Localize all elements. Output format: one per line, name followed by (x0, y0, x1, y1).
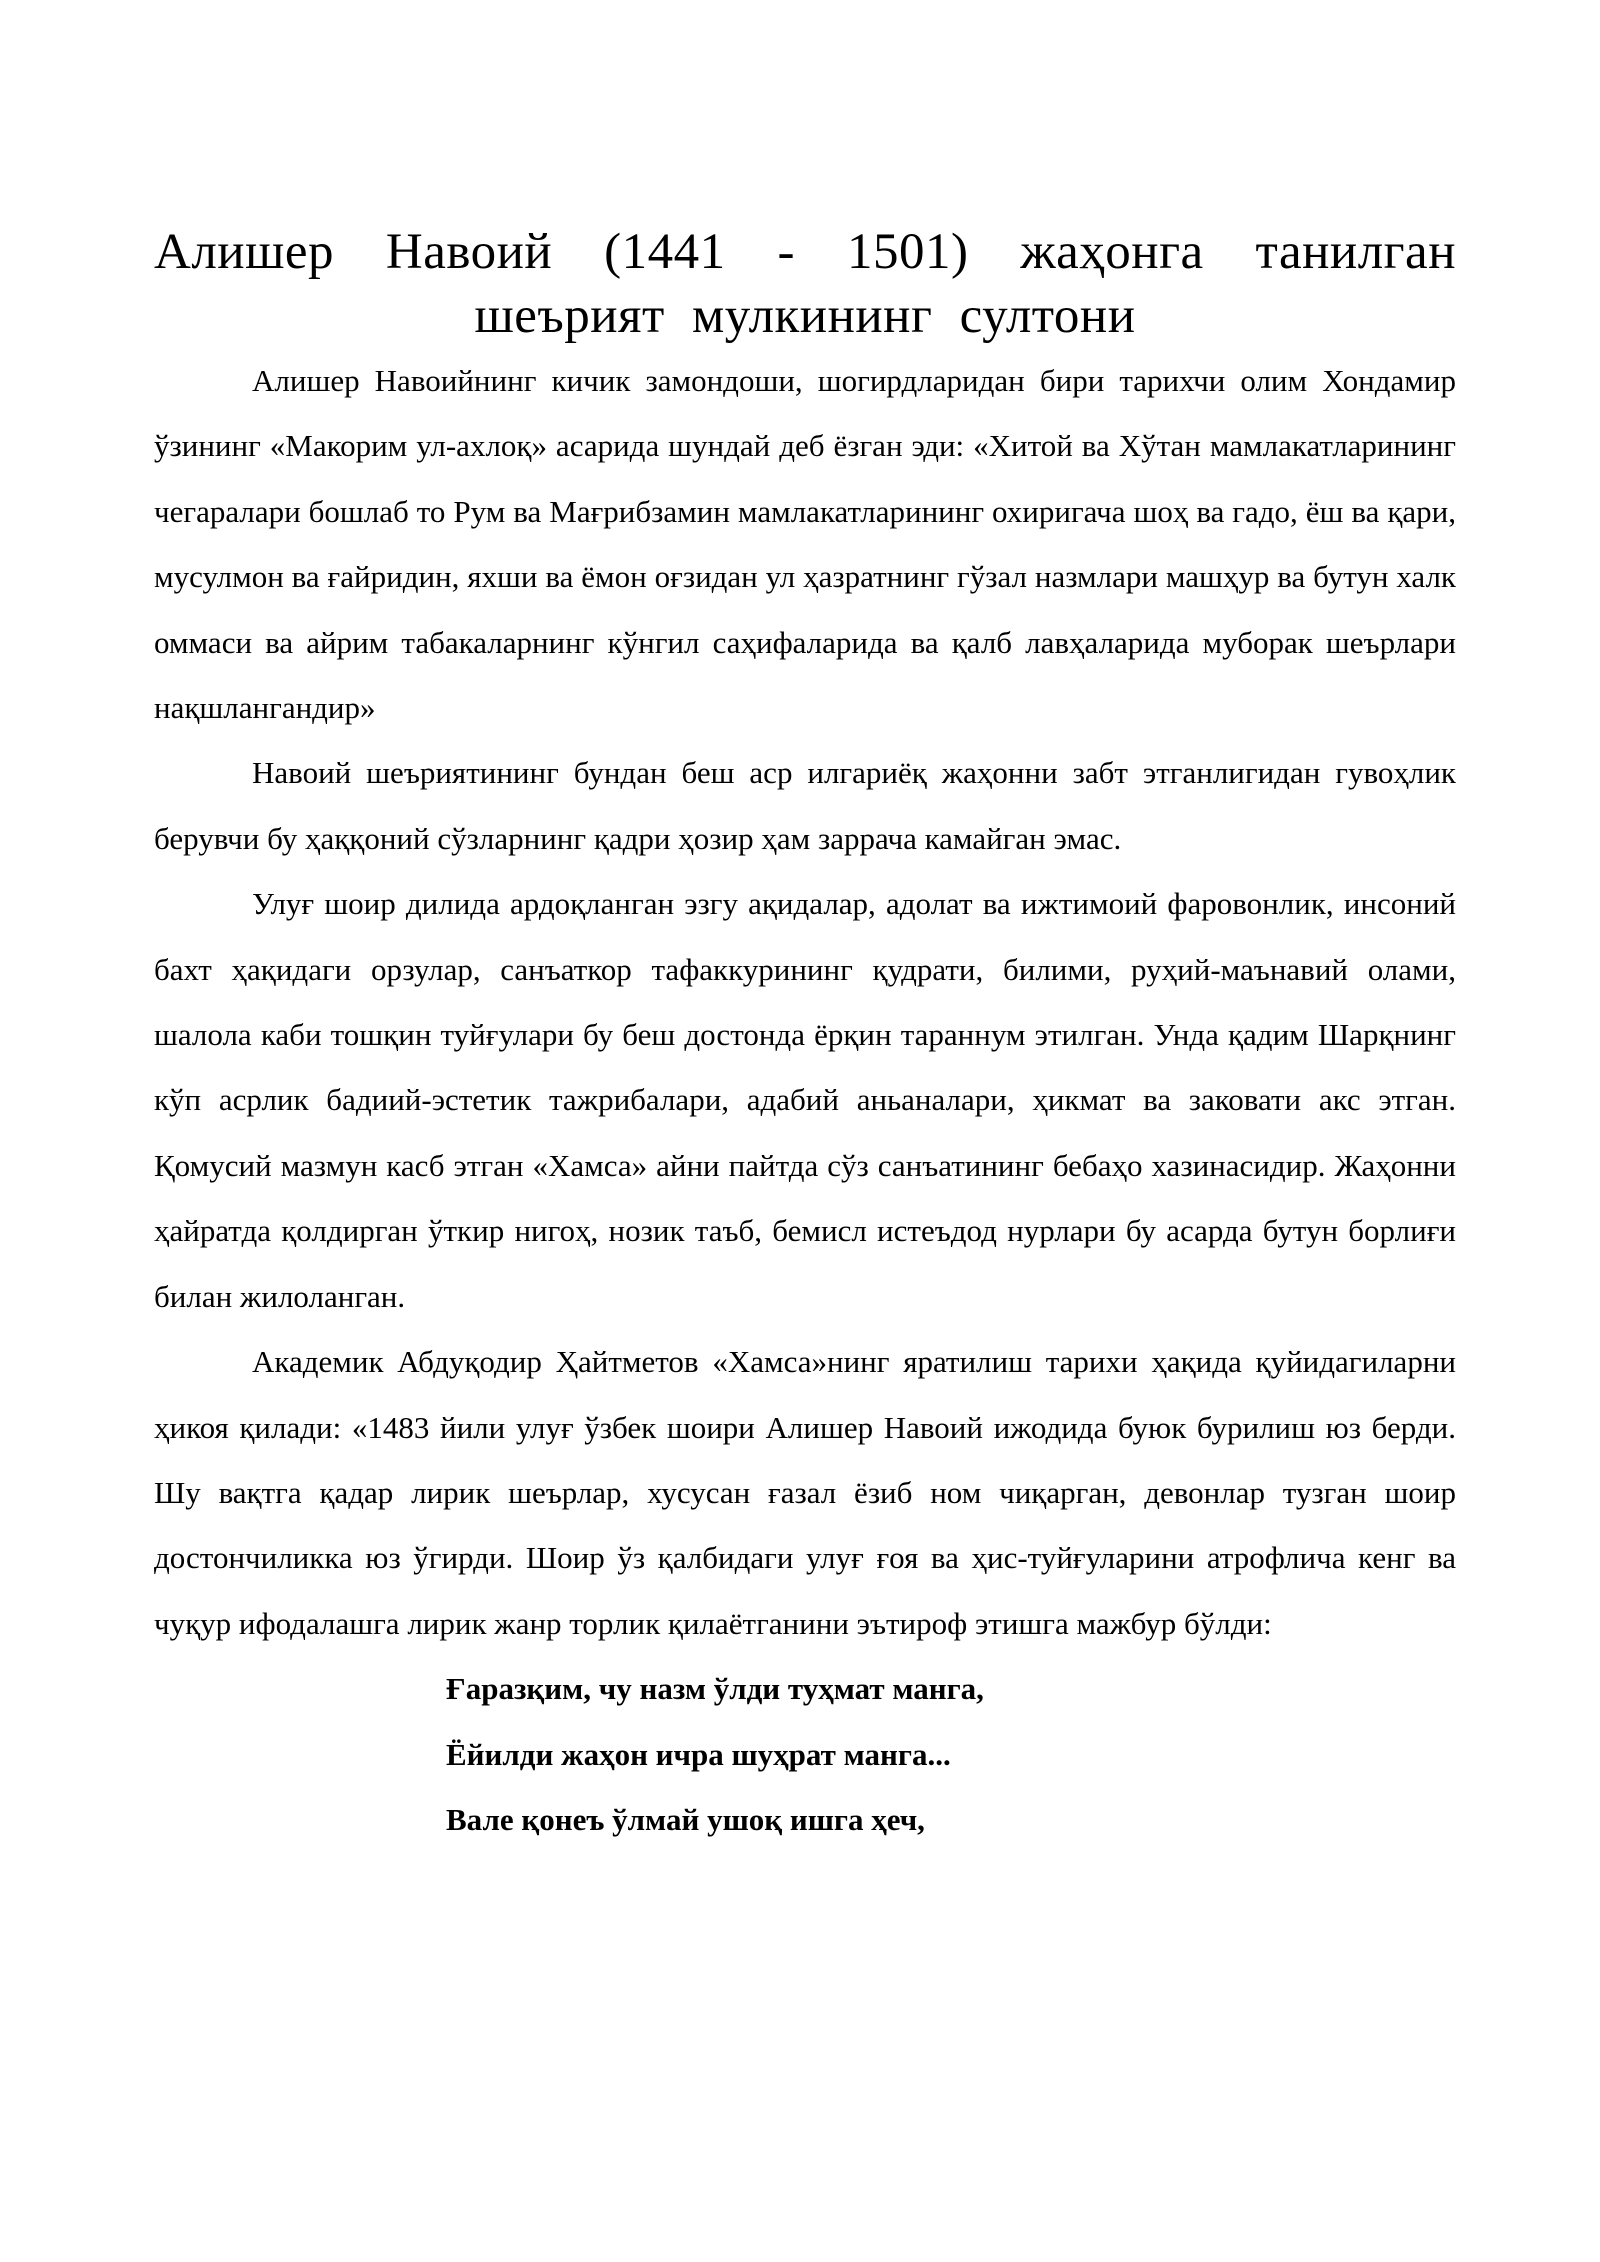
document-body (154, 348, 1456, 1656)
verse-line: Ёйилди жаҳон ичра шуҳрат манга... (446, 1736, 951, 1772)
document-title: Алишер Навоий (1441 - 1501) жаҳонга танилган шеърият мулкининг султони (154, 224, 1456, 344)
paragraph-navoi-poetry-value: Навоий шеъриятининг бундан беш аср илгариёқ жаҳонни забт этганлигидан гувоҳлик берувчи бу ҳаққоний сўзларнинг қадри ҳозир ҳам заррача камайган эмас. (154, 755, 1456, 856)
paragraph-khamsa-description: Улуғ шоир дилида ардоқланган эзгу ақидалар, адолат ва ижтимоий фаровонлик, инсоний бахт ҳақидаги орзулар, санъаткор тафаккурининг қудрати, билими, руҳий-маънавий олами, шалола каби тошқин туйғулари бу беш достонда ёрқин тараннум этилган. Унда қадим Шарқнинг кўп асрлик бадиий-эстетик тажрибалари, адабий аньаналари, ҳикмат ва заковати акс этган. Қомусий мазмун касб этган «Хамса» айни пайтда сўз санъатининг бебаҳо хазинасидир. Жаҳонни ҳайратда қолдирган ўткир нигоҳ, нозик таъб, бемисл истеъдод нурлари бу асарда бутун борлиғи билан жилоланган. (154, 886, 1456, 1314)
paragraph-haitmetov-account: Академик Абдуқодир Ҳайтметов «Хамса»нинг яратилиш тарихи ҳақида қуйидагиларни ҳикоя қилади: «1483 йили улуғ ўзбек шоири Алишер Навоий ижодида буюк бурилиш юз берди. Шу вақтга қадар лирик шеърлар, хусусан ғазал ёзиб ном чиқарган, девонлар тузган шоир достончиликка юз ўгирди. Шоир ўз қалбидаги улуғ ғоя ва ҳис-туйғуларини атрофлича кенг ва чуқур ифодалашга лирик жанр торлик қилаётганини эътироф этишга мажбур бўлди: (154, 1344, 1456, 1641)
verse-line: Ғаразқим, чу назм ўлди туҳмат манга, (446, 1671, 984, 1707)
document-page (154, 220, 1456, 1852)
verse-block (154, 1656, 1456, 1852)
verse-line: Вале қонеъ ўлмай ушоқ ишга ҳеч, (446, 1801, 925, 1837)
paragraph-khondamir-quote: Алишер Навоийнинг кичик замондоши, шогирдларидан бири тарихчи олим Хондамир ўзининг «Макорим ул-ахлоқ» асарида шундай деб ёзган эди: «Хитой ва Хўтан мамлакатларининг чегаралари бошлаб то Рум ва Мағрибзамин мамлакатларининг охиригача шоҳ ва гадо, ёш ва қари, мусулмон ва ғайридин, яхши ва ёмон оғзидан ул ҳазратнинг гўзал назмлари машҳур ва бутун халк оммаси ва айрим табакаларнинг кўнгил саҳифаларида ва қалб лавҳаларида муборак шеърлари нақшлангандир» (154, 363, 1456, 726)
